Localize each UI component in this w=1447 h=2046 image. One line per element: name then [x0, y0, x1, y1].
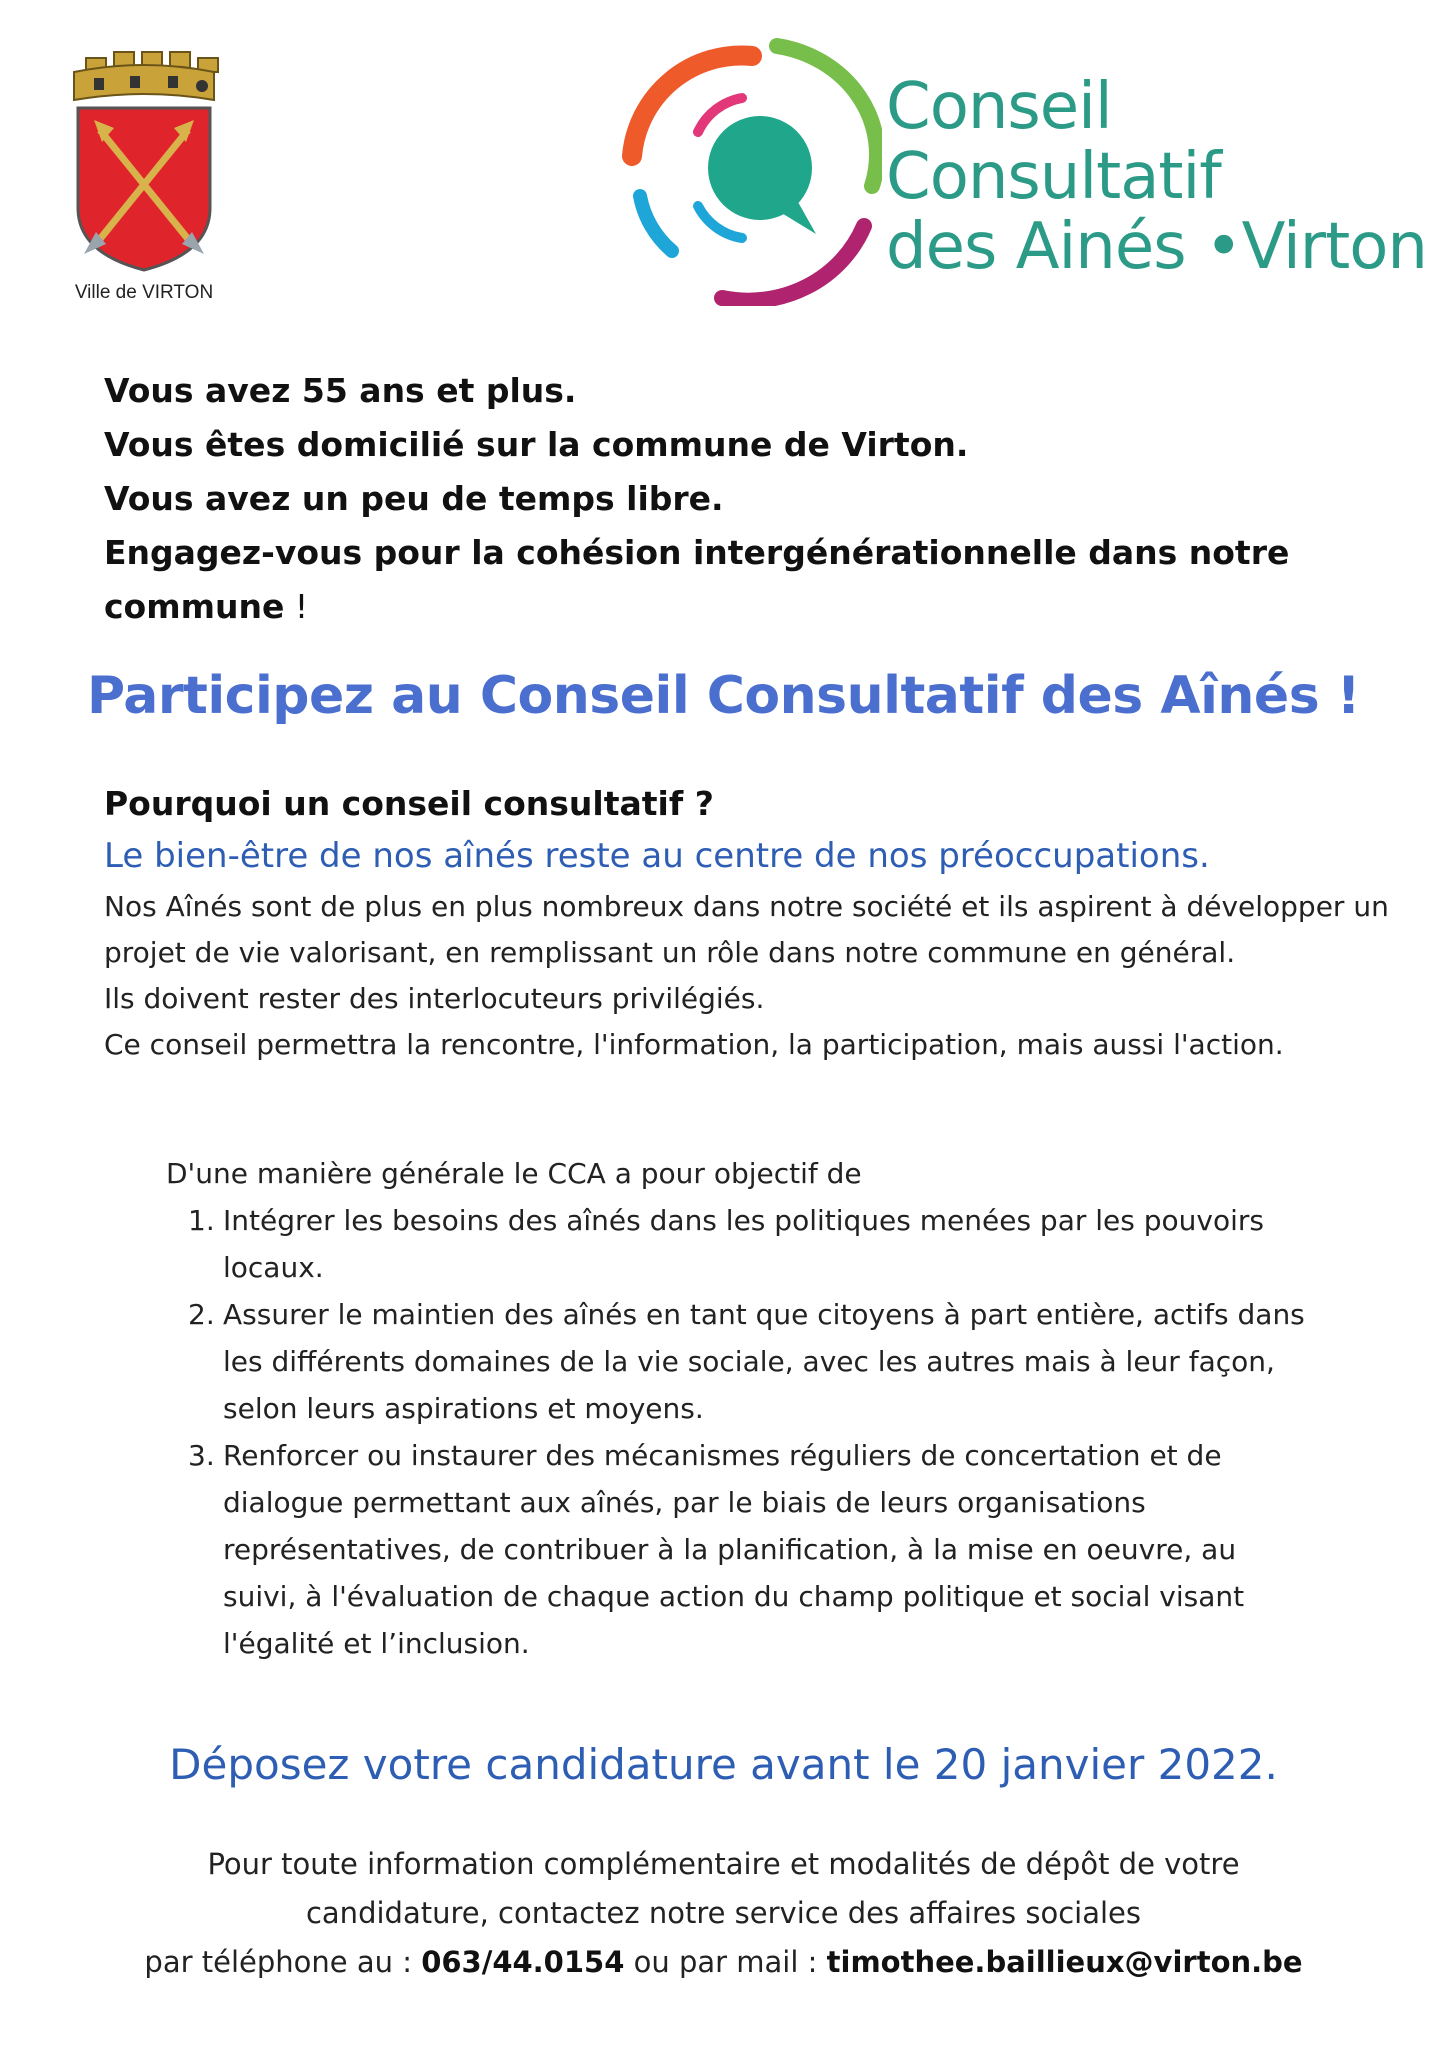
phone-prefix: par téléphone au : [144, 1945, 422, 1979]
intro-line: Engagez-vous pour la cohésion intergénérationnelle dans notre [104, 533, 1290, 572]
page-title: Participez au Conseil Consultatif des Aînés ! [87, 666, 1360, 726]
intro-line: Vous avez 55 ans et plus. [104, 371, 577, 410]
crest-caption: Ville de VIRTON [74, 282, 214, 303]
objectives-section [166, 1150, 1306, 1667]
phone-number[interactable]: 063/44.0154 [421, 1945, 625, 1979]
intro-block [104, 364, 1364, 634]
list-item-number: 1. [188, 1204, 215, 1237]
list-item-text: Assurer le maintien des aînés en tant que citoyens à part entière, actifs dans les différents domaines de la vie sociale, avec les autres mais à leur façon, selon leurs aspirations et moyens. [223, 1298, 1305, 1425]
list-item-number: 3. [188, 1439, 215, 1472]
deadline-notice: Déposez votre candidature avant le 20 janvier 2022. [169, 1740, 1278, 1789]
objectives-intro: D'une manière générale le CCA a pour objectif de [166, 1157, 862, 1190]
list-item-number: 2. [188, 1298, 215, 1331]
why-paragraph: Nos Aînés sont de plus en plus nombreux dans notre société et ils aspirent à développer un projet de vie valorisant, en remplissant un rôle dans notre commune en général. [104, 890, 1389, 969]
contact-line-2: candidature, contactez notre service des affaires sociales [305, 1896, 1142, 1930]
contact-block [0, 1840, 1447, 1987]
why-paragraph: Ce conseil permettra la rencontre, l'information, la participation, mais aussi l'action. [104, 1028, 1284, 1061]
list-item [166, 1197, 1306, 1291]
logo-line-2: Consultatif [886, 140, 1221, 214]
intro-last-tail: ! [284, 587, 309, 626]
email-address[interactable]: timothee.baillieux@virton.be [826, 1945, 1303, 1979]
mail-prefix: ou par mail : [624, 1945, 827, 1979]
contact-line-3 [0, 1938, 1447, 1987]
logo-line-3: des Ainés •Virton [886, 210, 1427, 284]
intro-line: Vous avez un peu de temps libre. [104, 479, 724, 518]
list-item-text: Intégrer les besoins des aînés dans les politiques menées par les pouvoirs locaux. [223, 1204, 1265, 1284]
council-logo-wordmark [886, 72, 1426, 282]
crest-shield-icon [64, 48, 224, 278]
intro-last-bold: commune [104, 587, 285, 626]
intro-line [104, 580, 1364, 634]
intro-line: Vous êtes domicilié sur la commune de Virton. [104, 425, 969, 464]
logo-line-1: Conseil [886, 70, 1112, 144]
council-logo-icon [602, 36, 882, 306]
list-item-text: Renforcer ou instaurer des mécanismes réguliers de concertation et de dialogue permettant aux aînés, par le biais de leurs organisations représentatives, de contribuer à la planification, à la mise en oeuvre, au suivi, à l'évaluation de chaque action du champ politique et social visant l'égalité et l’inclusion. [223, 1439, 1245, 1660]
why-title: Pourquoi un conseil consultatif ? [104, 784, 714, 823]
list-item [166, 1432, 1306, 1667]
why-section [104, 780, 1404, 1068]
why-subtitle: Le bien-être de nos aînés reste au centre de nos préoccupations. [104, 836, 1210, 876]
list-item [166, 1291, 1306, 1432]
city-crest [64, 48, 224, 308]
why-paragraph: Ils doivent rester des interlocuteurs privilégiés. [104, 982, 765, 1015]
contact-line-1: Pour toute information complémentaire et modalités de dépôt de votre [207, 1847, 1240, 1881]
objectives-list [166, 1197, 1306, 1667]
